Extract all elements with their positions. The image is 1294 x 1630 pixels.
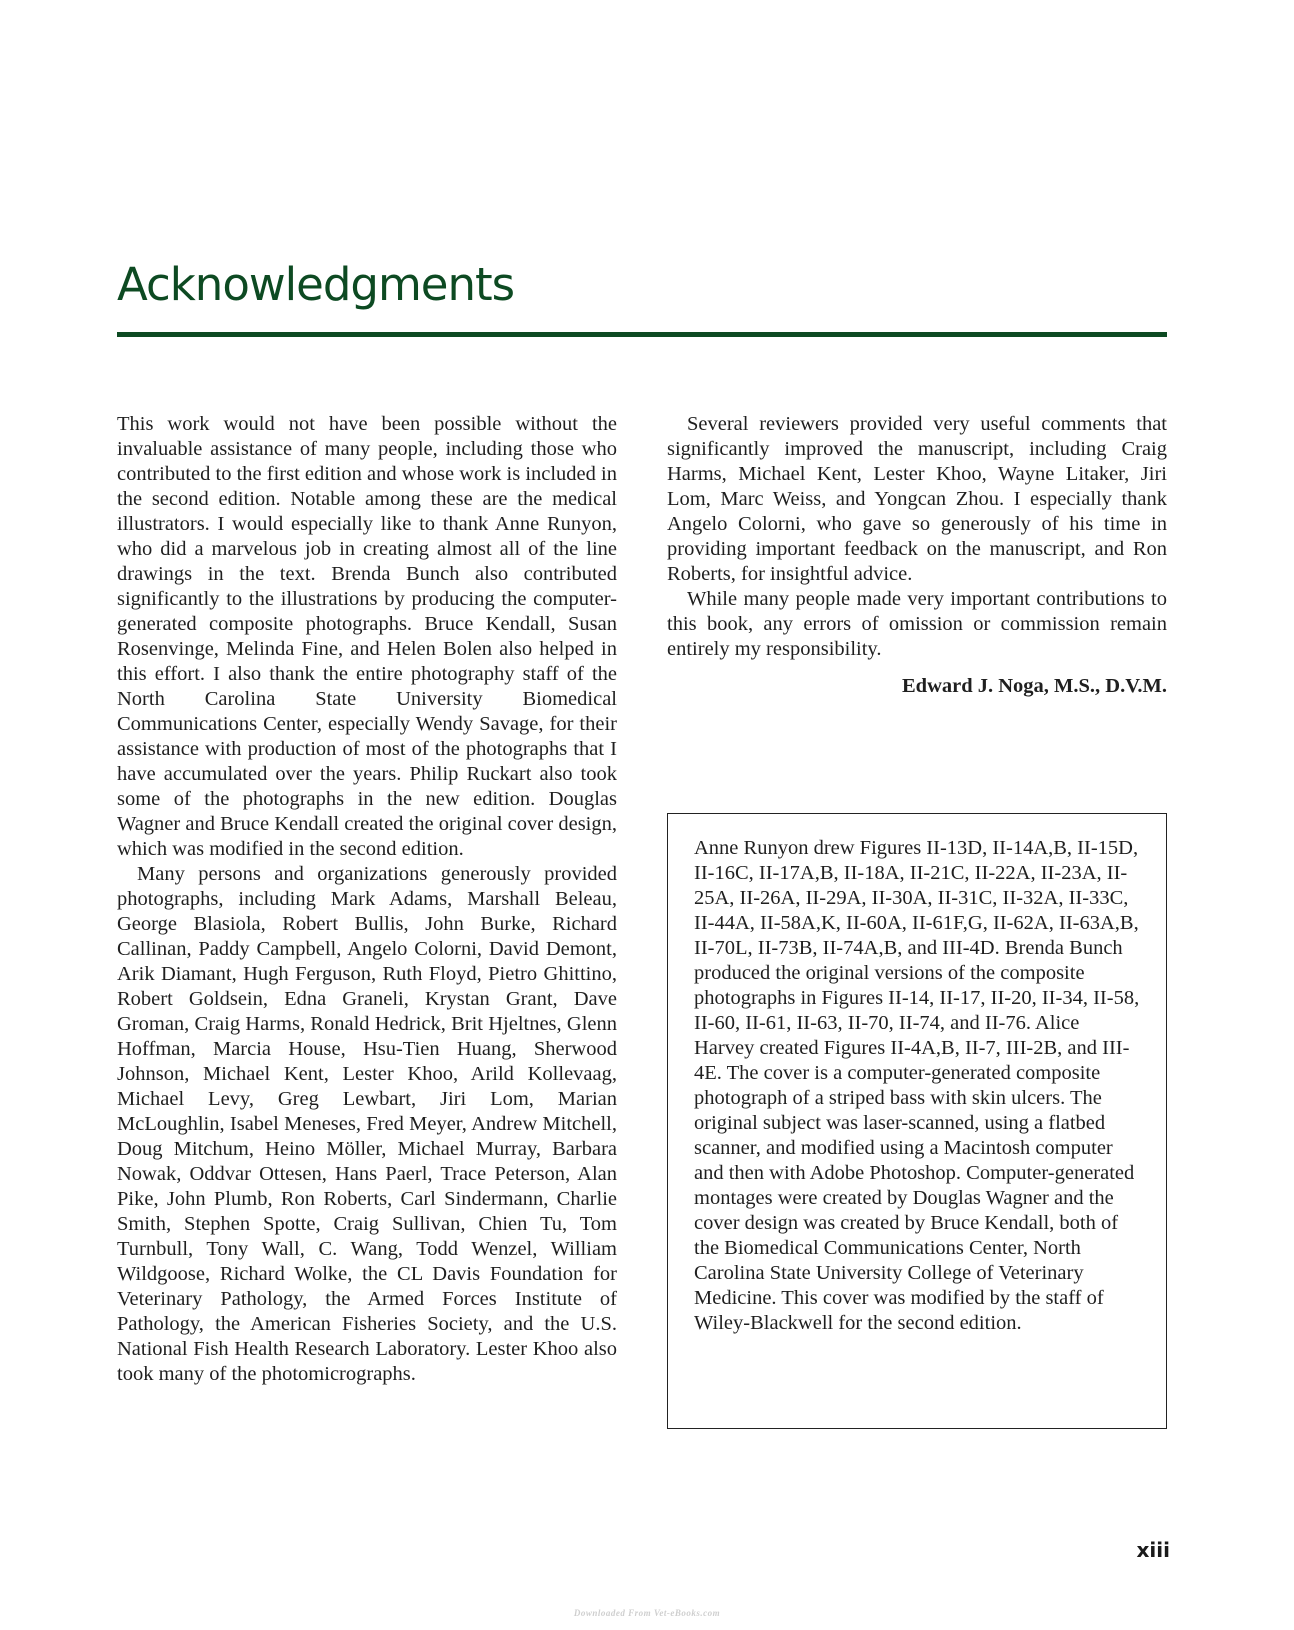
page-number: xiii <box>1136 1538 1170 1562</box>
page-heading: Acknowledgments <box>117 258 515 311</box>
heading-rule <box>117 332 1167 337</box>
paragraph-reviewers: Several reviewers provided very useful comments that significantly improved the manuscript, including Craig Harms, Michael Kent, Lester Khoo, Wayne Litaker, Jiri Lom, Marc Weiss, and Yongcan Zhou. I especially thank Angelo Colorni, who gave so generously of his time in providing important feedback on the manuscript, and Ron Roberts, for insightful advice. <box>667 413 1167 585</box>
figure-credits-text: Anne Runyon drew Figures II-13D, II-14A,B, II-15D, II-16C, II-17A,B, II-18A, II-21C, II-22A, II-23A, II-25A, II-26A, II-29A, II-30A, II-31C, II-32A, II-33C, II-44A, II-58A,K, II-60A, II-61F,G, II-62A, II-63A,B, II-70L, II-73B, II-74A,B, and III-4D. Brenda Bunch produced the original versions of the composite photographs in Figures II-14, II-17, II-20, II-34, II-58, II-60, II-61, II-63, II-70, II-74, and II-76. Alice Harvey created Figures II-4A,B, II-7, III-2B, and III-4E. The cover is a computer-generated composite photograph of a striped bass with skin ulcers. The original subject was laser-scanned, using a flatbed scanner, and modified using a Macintosh computer and then with Adobe Photoshop. Computer-generated montages were created by Douglas Wagner and the cover design was created by Bruce Kendall, both of the Biomedical Communications Center, North Carolina State University College of Veterinary Medicine. This cover was modified by the staff of Wiley-Blackwell for the second edition. <box>694 837 1140 1334</box>
left-column <box>117 412 617 1387</box>
paragraph-photographs: Many persons and organizations generously provided photographs, including Mark Adams, Marshall Beleau, George Blasiola, Robert Bullis, John Burke, Richard Callinan, Paddy Campbell, Angelo Colorni, David Demont, Arik Diamant, Hugh Ferguson, Ruth Floyd, Pietro Ghittino, Robert Goldsein, Edna Graneli, Krystan Grant, Dave Groman, Craig Harms, Ronald Hedrick, Brit Hjeltnes, Glenn Hoffman, Marcia House, Hsu-Tien Huang, Sherwood Johnson, Michael Kent, Lester Khoo, Arild Kollevaag, Michael Levy, Greg Lewbart, Jiri Lom, Marian McLoughlin, Isabel Meneses, Fred Meyer, Andrew Mitchell, Doug Mitchum, Heino Möller, Michael Murray, Barbara Nowak, Oddvar Ottesen, Hans Paerl, Trace Peterson, Alan Pike, John Plumb, Ron Roberts, Carl Sindermann, Charlie Smith, Stephen Spotte, Craig Sullivan, Chien Tu, Tom Turnbull, Tony Wall, C. Wang, Todd Wenzel, William Wildgoose, Richard Wolke, the CL Davis Foundation for Veterinary Pathology, the Armed Forces Institute of Pathology, the American Fisheries Society, and the U.S. National Fish Health Research Laboratory. Lester Khoo also took many of the photomicrographs. <box>117 863 617 1385</box>
paragraph-illustrators: This work would not have been possible without the invaluable assistance of many people, including those who contributed to the first edition and whose work is included in the second edition. Notable among these are the medical illustrators. I would especially like to thank Anne Runyon, who did a marvelous job in creating almost all of the line drawings in the text. Brenda Bunch also contributed significantly to the illustrations by producing the computer-generated composite photographs. Bruce Kendall, Susan Rosenvinge, Melinda Fine, and Helen Bolen also helped in this effort. I also thank the entire photography staff of the North Carolina State University Biomedical Communications Center, especially Wendy Savage, for their assistance with production of most of the photographs that I have accumulated over the years. Philip Ruckart also took some of the photographs in the new edition. Douglas Wagner and Bruce Kendall created the original cover design, which was modified in the second edition. <box>117 413 617 860</box>
download-watermark: Downloaded From Vet-eBooks.com <box>573 1608 721 1618</box>
author-signature: Edward J. Noga, M.S., D.V.M. <box>902 675 1167 697</box>
right-column <box>667 412 1167 699</box>
paragraph-responsibility: While many people made very important contributions to this book, any errors of omission or commission remain entirely my responsibility. <box>667 588 1167 660</box>
figure-credits-box <box>667 813 1167 1429</box>
